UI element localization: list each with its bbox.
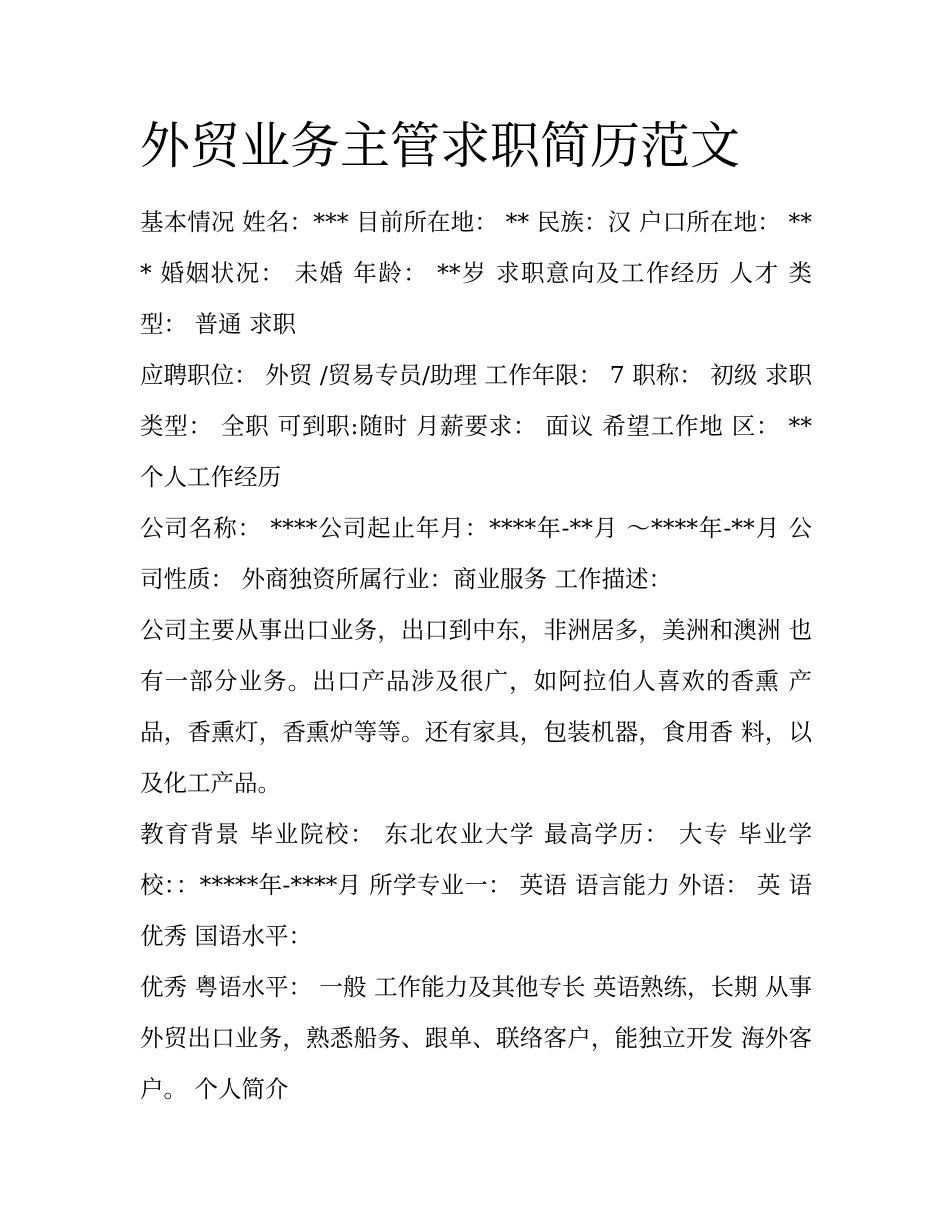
document-body: [140, 197, 812, 1115]
paragraph-job-description: 公司主要从事出口业务，出口到中东，非洲居多，美洲和澳洲 也有一部分业务。出口产品涉及很广，如阿拉伯人喜欢的香熏 产品，香熏灯，香熏炉等等。还有家具，包装机器，食用香 料，以及化工产品。: [140, 616, 812, 797]
paragraph-position: 应聘职位： 外贸 /贸易专员/助理 工作年限： 7 职称： 初级 求职 类型： 全职 可到职:随时 月薪要求： 面议 希望工作地 区： ** 个人工作经历: [140, 361, 812, 491]
paragraph-skills: 优秀 粤语水平： 一般 工作能力及其他专长 英语熟练，长期 从事外贸出口业务，熟悉船务、跟单、联络客户，能独立开发 海外客户。 个人简介: [140, 973, 812, 1103]
paragraph-basic-info: 基本情况 姓名：*** 目前所在地： ** 民族：汉 户口所在地： *** 婚姻状况： 未婚 年龄： **岁 求职意向及工作经历 人才 类型： 普通 求职: [140, 208, 812, 338]
document-title: 外贸业务主管求职简历范文: [140, 117, 740, 175]
paragraph-company: 公司名称： ****公司起止年月：****年-**月 ～****年-**月 公 司性质： 外商独资所属行业：商业服务 工作描述：: [140, 514, 812, 593]
paragraph-education: 教育背景 毕业院校： 东北农业大学 最高学历： 大专 毕业学 校：：*****年-****月 所学专业一： 英语 语言能力 外语： 英 语 优秀 国语水平：: [140, 820, 812, 950]
